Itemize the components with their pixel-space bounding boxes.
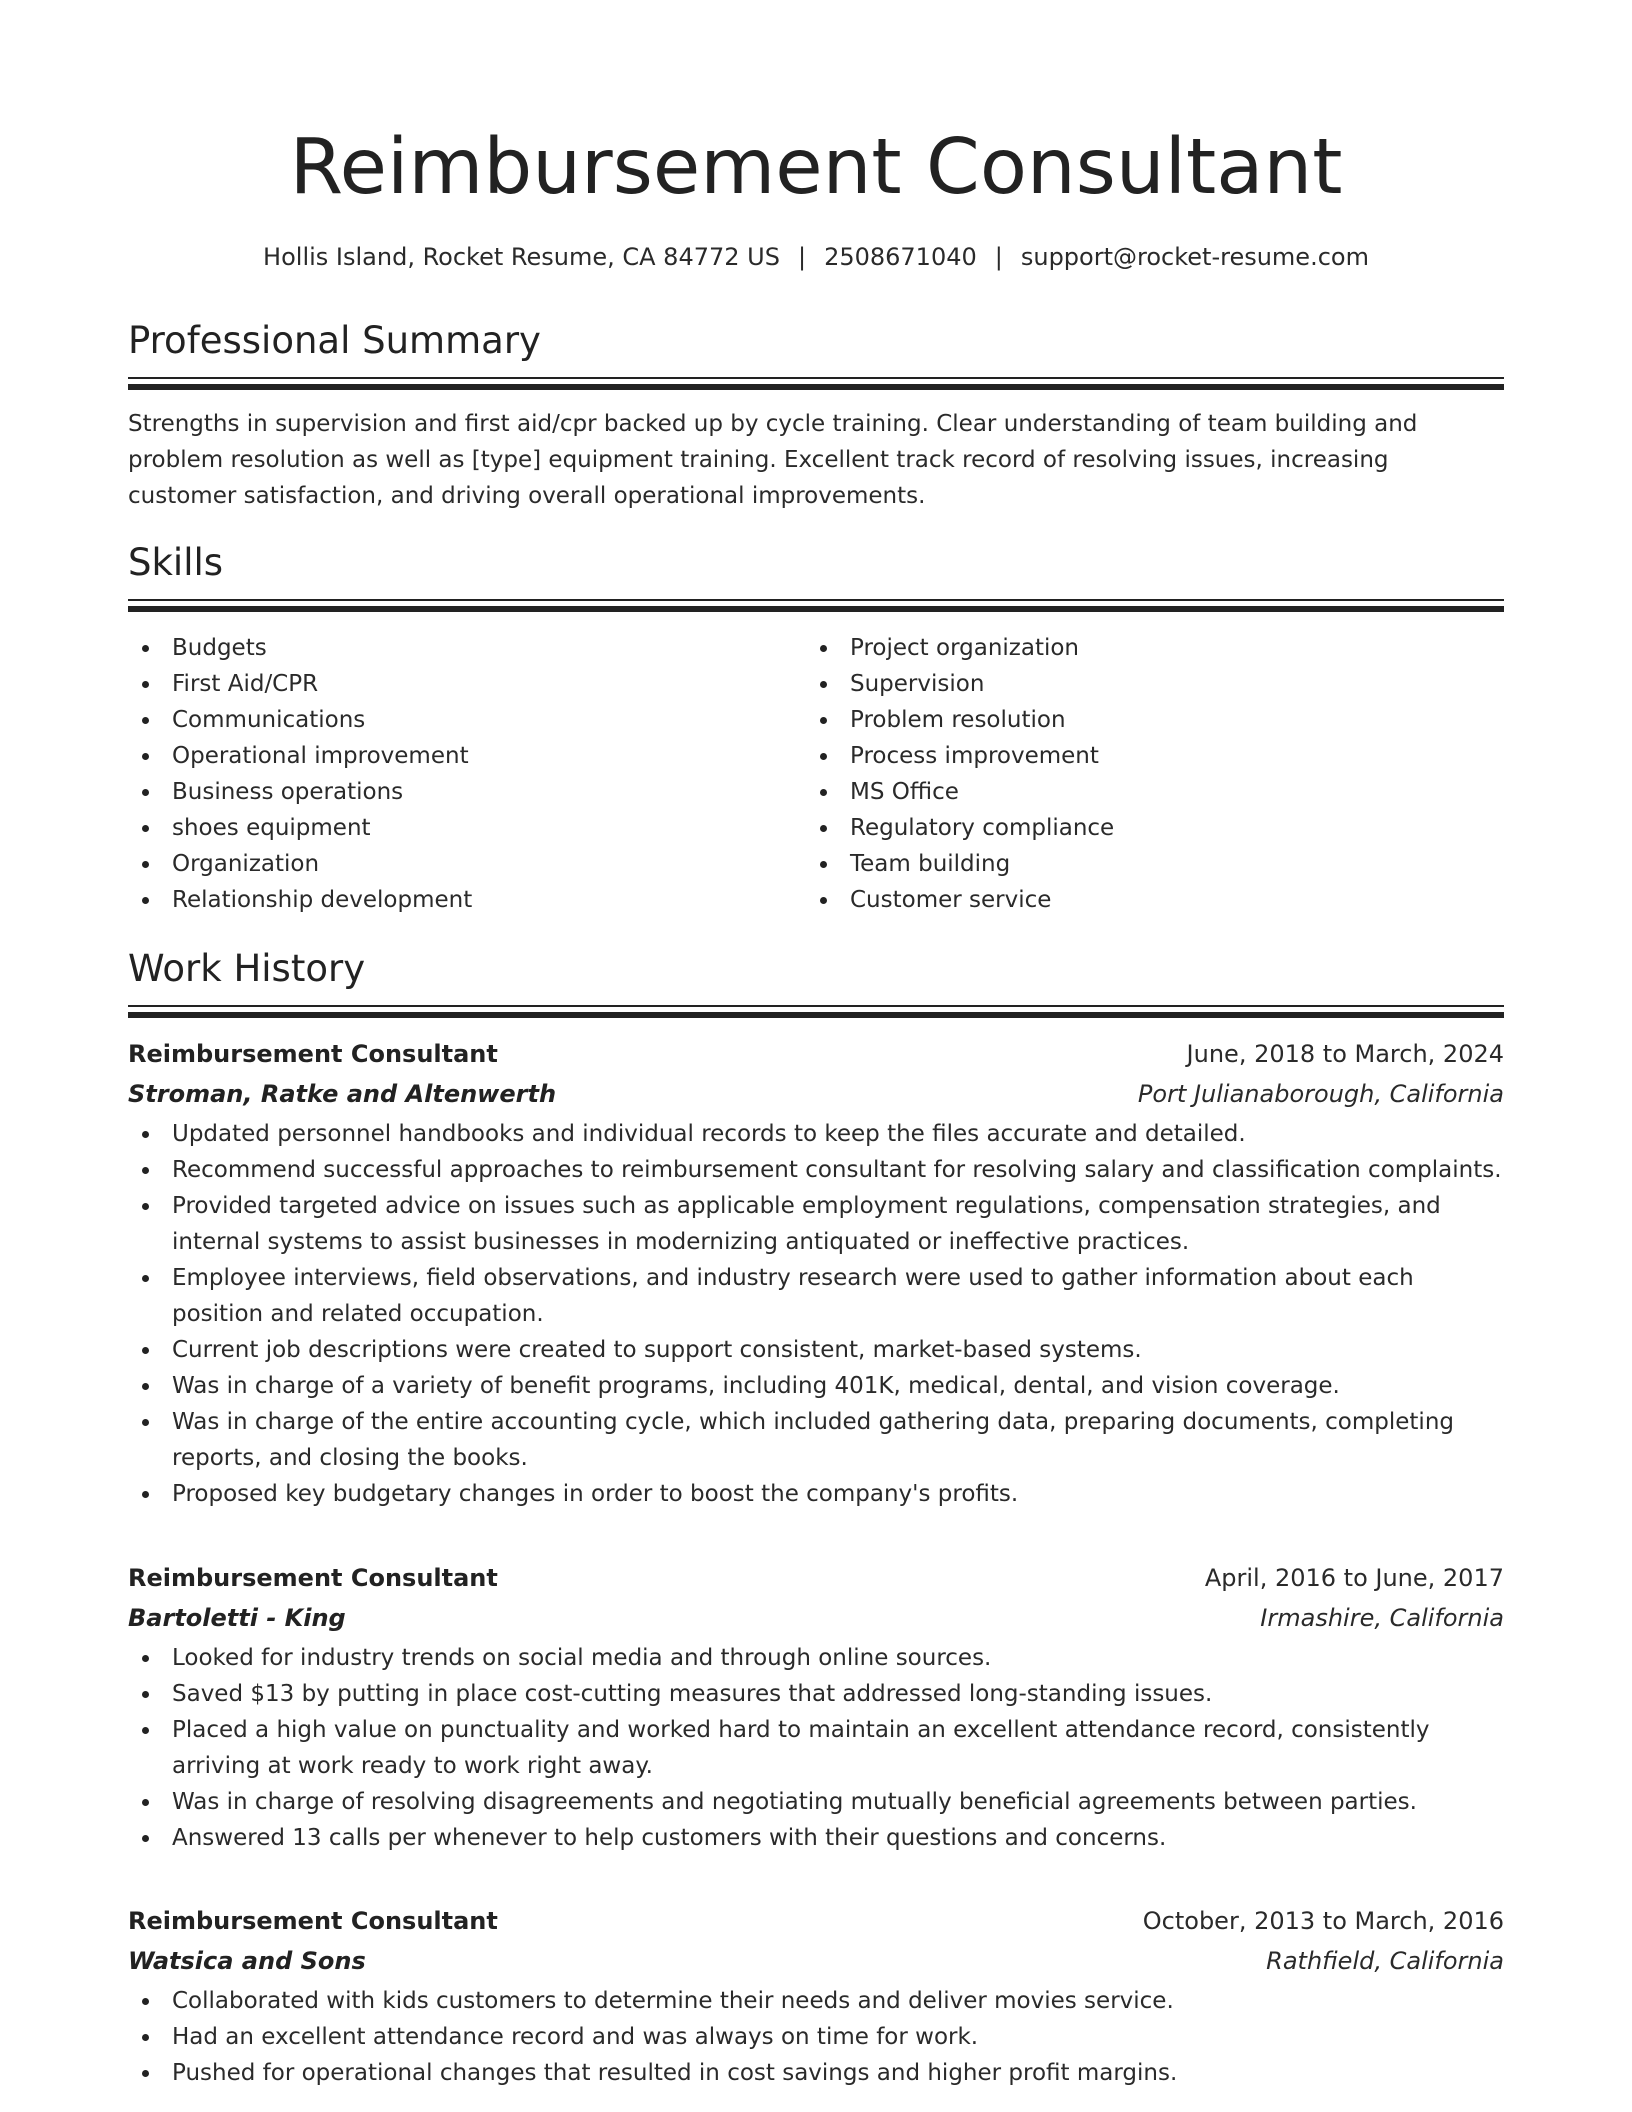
skill-item: Customer service — [806, 882, 1446, 918]
job-title: Reimbursement Consultant — [128, 1907, 498, 1935]
skill-item: shoes equipment — [128, 810, 768, 846]
skill-item: Organization — [128, 846, 768, 882]
job-bullet: Pushed for operational changes that resulted in cost savings and higher profit margins. — [128, 2055, 1504, 2091]
skills-section — [128, 538, 1504, 588]
job-bullet: Was in charge of resolving disagreements and negotiating mutually beneficial agreements between parties. — [128, 1784, 1504, 1820]
skill-item: Team building — [806, 846, 1446, 882]
job-bullet: Employee interviews, field observations, and industry research were used to gather information about each position and related occupation. — [128, 1260, 1504, 1332]
skill-item: Relationship development — [128, 882, 768, 918]
job-bullet: Answered 13 calls per whenever to help customers with their questions and concerns. — [128, 1820, 1504, 1856]
job-location: Port Julianaborough, California — [1137, 1080, 1504, 1108]
summary-heading: Professional Summary — [128, 319, 541, 362]
job-title: Reimbursement Consultant — [128, 1040, 498, 1068]
rule-thin — [128, 1005, 1504, 1007]
job-bullet: Was in charge of a variety of benefit programs, including 401K, medical, dental, and vision coverage. — [128, 1368, 1504, 1404]
work-section — [128, 944, 1504, 994]
job-bullet: Updated personnel handbooks and individual records to keep the files accurate and detailed. — [128, 1116, 1504, 1152]
job-bullet: Placed a high value on punctuality and worked hard to maintain an excellent attendance record, consistently arriving at work ready to work right away. — [128, 1712, 1504, 1784]
rule-thick — [128, 1012, 1504, 1018]
job-bullet-list — [128, 1640, 1504, 1856]
job-entry — [128, 1560, 1504, 1856]
skill-item: Process improvement — [806, 738, 1446, 774]
job-title-row — [128, 1560, 1504, 1600]
rule-thick — [128, 606, 1504, 612]
skill-item: Project organization — [806, 630, 1446, 666]
job-company: Stroman, Ratke and Altenwerth — [128, 1080, 557, 1108]
job-dates: June, 2018 to March, 2024 — [1186, 1040, 1504, 1068]
contact-address: Hollis Island, Rocket Resume, CA 84772 US — [263, 243, 780, 271]
contact-phone: 2508671040 — [824, 243, 977, 271]
summary-text: Strengths in supervision and first aid/cpr backed up by cycle training. Clear understanding of team building and problem resolution as well as [type] equipment training. Excellent track record of resolving issues, increasing customer satisfaction, and driving overall operational improvements. — [128, 411, 1418, 509]
candidate-name: Reimbursement Consultant — [289, 123, 1343, 212]
rule-thick — [128, 384, 1504, 390]
rule-thin — [128, 599, 1504, 601]
job-dates: April, 2016 to June, 2017 — [1204, 1564, 1504, 1592]
skills-right-column — [806, 630, 1446, 918]
skill-item: Regulatory compliance — [806, 810, 1446, 846]
job-company-row — [128, 1600, 1504, 1640]
rule-thin — [128, 377, 1504, 379]
skills-left-column — [128, 630, 768, 918]
job-title-row — [128, 1903, 1504, 1943]
skill-item: Problem resolution — [806, 702, 1446, 738]
skill-item: First Aid/CPR — [128, 666, 768, 702]
skills-left-list — [128, 630, 768, 918]
skills-right-list — [806, 630, 1446, 918]
job-bullet: Provided targeted advice on issues such as applicable employment regulations, compensation strategies, and internal systems to assist businesses in modernizing antiquated or ineffective practices. — [128, 1188, 1504, 1260]
summary-section — [128, 316, 1504, 366]
contact-line — [128, 240, 1504, 274]
skill-item: Budgets — [128, 630, 768, 666]
job-bullet: Was in charge of the entire accounting cycle, which included gathering data, preparing documents, completing reports, and closing the books. — [128, 1404, 1504, 1476]
contact-separator: | — [797, 243, 807, 271]
job-entry — [128, 1036, 1504, 1512]
job-bullet: Recommend successful approaches to reimbursement consultant for resolving salary and classification complaints. — [128, 1152, 1504, 1188]
job-title-row — [128, 1036, 1504, 1076]
job-location: Irmashire, California — [1260, 1604, 1504, 1632]
skill-item: Communications — [128, 702, 768, 738]
job-entry — [128, 1903, 1504, 2091]
job-bullet: Had an excellent attendance record and was always on time for work. — [128, 2019, 1504, 2055]
job-dates: October, 2013 to March, 2016 — [1142, 1907, 1504, 1935]
skill-item: Operational improvement — [128, 738, 768, 774]
job-company-row — [128, 1076, 1504, 1116]
job-bullet: Saved $13 by putting in place cost-cutting measures that addressed long-standing issues. — [128, 1676, 1504, 1712]
skill-item: Business operations — [128, 774, 768, 810]
job-company-row — [128, 1943, 1504, 1983]
contact-email: support@rocket-resume.com — [1020, 243, 1369, 271]
contact-separator: | — [994, 243, 1003, 271]
skill-item: MS Office — [806, 774, 1446, 810]
job-bullet: Collaborated with kids customers to determine their needs and deliver movies service. — [128, 1983, 1504, 2019]
work-heading: Work History — [128, 947, 366, 990]
job-title: Reimbursement Consultant — [128, 1564, 498, 1592]
job-bullet: Proposed key budgetary changes in order to boost the company's profits. — [128, 1476, 1504, 1512]
job-company: Bartoletti - King — [128, 1604, 346, 1632]
job-company: Watsica and Sons — [128, 1947, 366, 1975]
skill-item: Supervision — [806, 666, 1446, 702]
job-bullet-list — [128, 1116, 1504, 1512]
job-bullet-list — [128, 1983, 1504, 2091]
skills-heading: Skills — [128, 541, 224, 584]
job-location: Rathfield, California — [1266, 1947, 1504, 1975]
job-bullet: Looked for industry trends on social media and through online sources. — [128, 1640, 1504, 1676]
job-bullet: Current job descriptions were created to support consistent, market-based systems. — [128, 1332, 1504, 1368]
